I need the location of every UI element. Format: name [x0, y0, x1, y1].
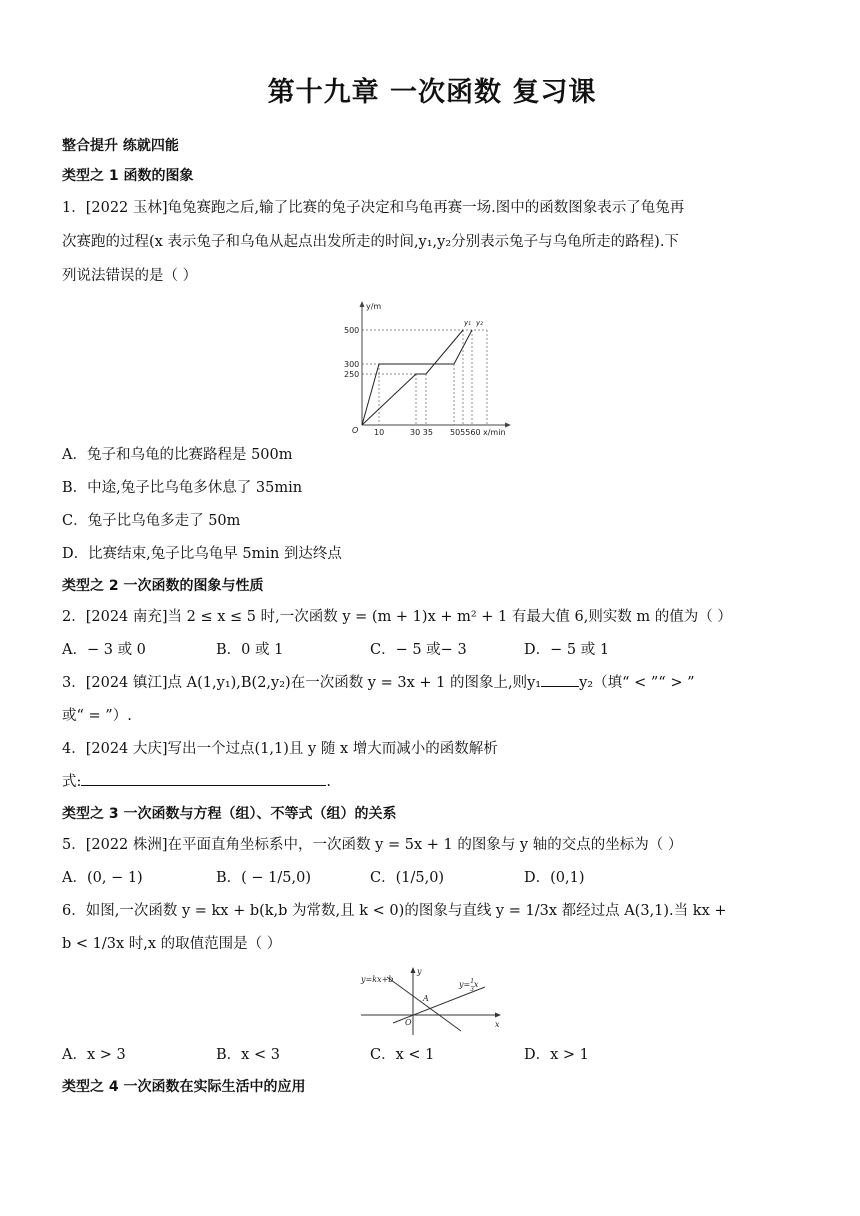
x-axis-arrow: [505, 423, 511, 428]
page-title: 第十九章 一次函数 复习课: [267, 77, 597, 108]
rabbit-path-y1: [362, 330, 472, 425]
q6-option-d: D．x > 1: [524, 1047, 589, 1063]
q5-option-c: C．(1/5,0): [370, 870, 445, 886]
point-a-label: A: [423, 994, 429, 1003]
type4-heading: 类型之 4 一次函数在实际生活中的应用: [62, 1079, 306, 1095]
q5-option-b: B．( − 1/5,0): [216, 870, 312, 886]
q5-option-d: D．(0,1): [524, 870, 585, 886]
guide-lines: [362, 330, 487, 425]
q1-option-c: C．兔子比乌龟多走了 50m: [62, 513, 241, 529]
q6-line-2: b < 1/3x 时,x 的取值范围是（ ）: [62, 936, 282, 952]
q6-function-graph: [357, 965, 507, 1037]
q6-x-label: x: [495, 1020, 500, 1029]
q3-text-a: 3．[2024 镇江]点 A(1,y₁),B(2,y₂)在一次函数 y = 3x + 1 的图象上,则y₁: [62, 675, 542, 691]
q2-option-c: C．− 5 或− 3: [370, 642, 467, 658]
q3-answer-blank[interactable]: [541, 670, 579, 687]
q6-y-label: y: [417, 967, 422, 976]
type2-heading: 类型之 2 一次函数的图象与性质: [62, 578, 264, 594]
label-kx-b: y=kx+b: [361, 975, 394, 984]
q1-line-2: 次赛跑的过程(x 表示兔子和乌龟从起点出发所走的时间,y₁,y₂分别表示兔子与乌龟所走的路程).下: [62, 234, 679, 250]
q5-text: 5．[2022 株洲]在平面直角坐标系中，一次函数 y = 5x + 1 的图象与 y 轴的交点的坐标为（ ）: [62, 837, 683, 853]
q1-function-graph: [342, 297, 522, 437]
q3-text-b: y₂（填“ < ”“ > ”: [579, 675, 695, 691]
q3-line-1: [62, 667, 802, 700]
q5-option-a: A．(0, − 1): [62, 870, 143, 886]
q2-options: [62, 634, 802, 667]
x-tick-50-55-60: 505560: [450, 428, 481, 437]
q1-line-3: 列说法错误的是（ ）: [62, 268, 198, 284]
q1-option-d: D．比赛结束,兔子比乌龟早 5min 到达终点: [62, 546, 342, 562]
q2-option-d: D．− 5 或 1: [524, 642, 610, 658]
q2-option-b: B．0 或 1: [216, 642, 284, 658]
q4-line-1: 4．[2024 大庆]写出一个过点(1,1)且 y 随 x 增大而减小的函数解析: [62, 741, 498, 757]
type3-heading: 类型之 3 一次函数与方程（组）、不等式（组）的关系: [62, 806, 397, 822]
label-y2: y₂: [476, 319, 483, 327]
q6-option-a: A．x > 3: [62, 1047, 126, 1063]
tortoise-path-y2: [362, 330, 463, 425]
q6-option-c: C．x < 1: [370, 1047, 435, 1063]
q6-origin-label: O: [405, 1018, 412, 1027]
y-tick-500: 500: [344, 326, 360, 335]
q1-figure: [62, 297, 802, 437]
q1-option-a: A．兔子和乌龟的比赛路程是 500m: [62, 447, 293, 463]
x-tick-30-35: 30 35: [410, 428, 433, 437]
type1-heading: 类型之 1 函数的图象: [62, 168, 194, 184]
q6-line-1: 6．如图,一次函数 y = kx + b(k,b 为常数,且 k < 0)的图象与直线 y = 1/3x 都经过点 A(3,1).当 kx +: [62, 903, 727, 919]
q4-text-c: .: [326, 774, 331, 790]
y-axis-arrow: [360, 301, 365, 307]
y-axis-label: y/m: [366, 302, 382, 311]
label-one-third-x: y=$^1$ 3x: [459, 978, 479, 993]
y-tick-300: 300: [344, 360, 360, 369]
line-kx-b: [387, 977, 461, 1031]
q4-line-2: [62, 766, 802, 799]
q6-option-b: B．x < 3: [216, 1047, 280, 1063]
q4-text-b: 式:: [62, 774, 82, 790]
label-y1: y₁: [464, 319, 471, 327]
q6-figure: [62, 965, 802, 1037]
q2-text: 2．[2024 南充]当 2 ≤ x ≤ 5 时,一次函数 y = (m + 1)x + m² + 1 有最大值 6,则实数 m 的值为（ ）: [62, 609, 732, 625]
q4-answer-blank[interactable]: [81, 769, 326, 786]
q3-line-2: 或“ = ”）.: [62, 708, 132, 724]
q1-line-1: 1．[2022 玉林]龟兔赛跑之后,输了比赛的兔子决定和乌龟再赛一场.图中的函数图象表示了龟兔再: [62, 200, 685, 216]
q1-option-b: B．中途,兔子比乌龟多休息了 35min: [62, 480, 303, 496]
q2-option-a: A．− 3 或 0: [62, 642, 146, 658]
q6-options: [62, 1039, 802, 1072]
q6-y-axis-arrow: [411, 967, 416, 973]
worksheet-page: [62, 70, 802, 1102]
origin-label: O: [352, 426, 359, 435]
q5-options: [62, 862, 802, 895]
section-heading: 整合提升 练就四能: [62, 138, 179, 154]
q6-x-axis-arrow: [495, 1013, 501, 1018]
x-axis-label: x/min: [483, 428, 506, 437]
y-tick-250: 250: [344, 370, 360, 379]
x-tick-10: 10: [374, 428, 385, 437]
